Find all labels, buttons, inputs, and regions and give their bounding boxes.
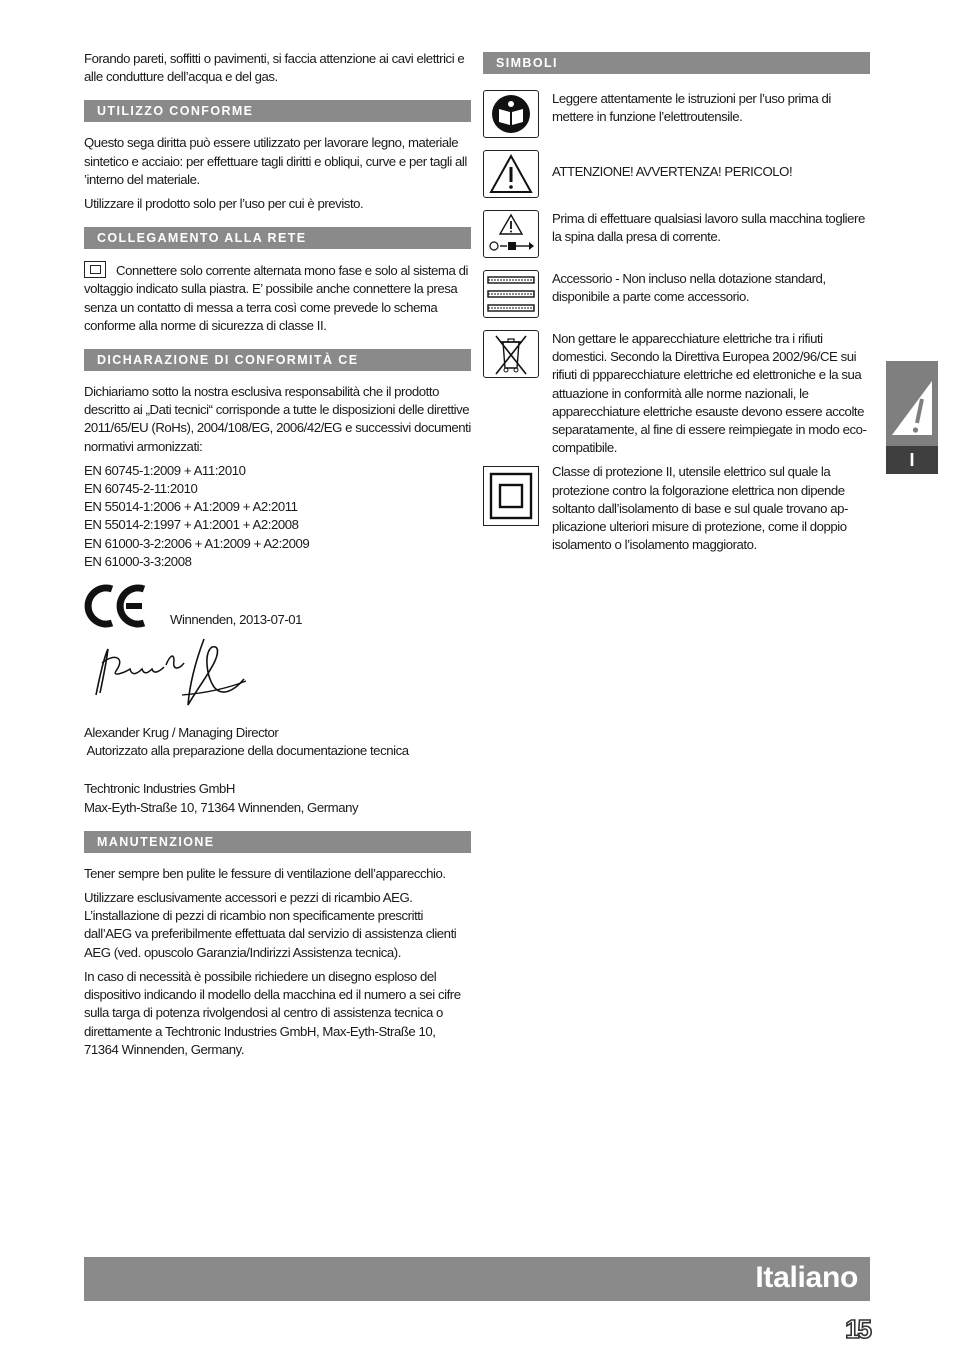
- manutenzione-paragraph-3: In caso di necessità è possibile richiedere un disegno esploso del dispositivo indicando il modello della macchina ed il numero a sei cifre sulla targa di potenza rivolgendosi al centro di assistenza tecnica o direttamente a Techtronic Industries GmbH, Max-Eyth-Straße 10, 71364 Winnenden, Germany.: [84, 968, 461, 1057]
- section-heading-manutenzione: MANUTENZIONE: [84, 831, 471, 853]
- warning-tab-icon: [886, 361, 938, 447]
- unplug-icon: [483, 210, 539, 258]
- symbol-text: Accessorio - Non incluso nella dotazione standard, disponibile a parte come accessorio.: [552, 271, 826, 305]
- left-column: [84, 50, 471, 1065]
- utilizzo-paragraph-2: Utilizzare il prodotto solo per l’uso per cui è previsto.: [84, 196, 364, 212]
- page-number: 15: [845, 1314, 870, 1344]
- collegamento-paragraph: [84, 261, 471, 335]
- ce-mark-icon: [84, 583, 148, 629]
- section-heading-collegamento: COLLEGAMENTO ALLA RETE: [84, 227, 471, 249]
- accessory-blades-icon: [483, 270, 539, 318]
- standard-item: EN 60745-1:2009 + A11:2010: [84, 462, 246, 478]
- standards-list: [84, 462, 471, 571]
- standard-item: EN 61000-3-2:2006 + A1:2009 + A2:2009: [84, 535, 310, 551]
- manutenzione-paragraph-2: Utilizzare esclusivamente accessori e pezzi di ricambio AEG. L’installazione di pezzi di ricambio non specificamente prescritti dall’AEG va preferibilmente effettuata dal servizio di assistenza clienti AEG (ved. opuscolo Garanzia/Indirizzi Assistenza tecnica).: [84, 890, 457, 960]
- read-manual-icon: [483, 90, 539, 138]
- standard-item: EN 55014-1:2006 + A1:2009 + A2:2011: [84, 499, 298, 515]
- right-column: [483, 50, 870, 560]
- intro-paragraph: Forando pareti, soffitti o pavimenti, si faccia attenzione ai cavi elettrici e alle condutture dell’acqua e del gas.: [84, 51, 465, 85]
- footer-language-bar: [84, 1257, 870, 1301]
- class-ii-inline-icon: [84, 261, 106, 278]
- symbol-row: [483, 330, 870, 457]
- symbol-row: [483, 150, 870, 198]
- class-ii-icon: [483, 466, 539, 526]
- language-letter: I: [886, 446, 938, 474]
- symbol-text: Classe di protezione II, utensile elettrico sul quale la protezione contro la folgorazione elettrica non dipende soltanto dall’isolamento di base e sul quale trovano ap-plicazione ulteriori misure di protezione, come il doppio isolamento o l’isolamento maggiorato.: [552, 464, 848, 553]
- standard-item: EN 60745-2-11:2010: [84, 481, 198, 497]
- signer-name: Alexander Krug / Managing Director: [84, 725, 279, 741]
- section-heading-dichiarazione: DICHARAZIONE DI CONFORMITÀ CE: [84, 349, 471, 371]
- standard-item: EN 55014-2:1997 + A1:2001 + A2:2008: [84, 517, 299, 533]
- standard-item: EN 61000-3-3:2008: [84, 553, 192, 569]
- collegamento-text: Connettere solo corrente alternata mono fase e solo al sistema di voltaggio indicato sulla piastra. E’ possibile anche connettere la presa senza un contatto di messa a terra così come prevede lo schema conforme alla norme di sicurezza di classe II.: [84, 263, 468, 333]
- symbol-text: Leggere attentamente le istruzioni per l’uso prima di mettere in funzione l’elettroutensile.: [552, 91, 831, 125]
- symbol-text: ATTENZIONE! AVVERTENZA! PERICOLO!: [552, 164, 793, 179]
- dichiarazione-paragraph: Dichiariamo sotto la nostra esclusiva responsabilità che il prodotto descritto ai „Dati tecnici“ corrisponde a tutte le disposizioni delle direttive 2011/65/EU (RoHs), 2004/108/EG, 2006/42/EG e successivi documenti normativi armonizzati:: [84, 384, 471, 454]
- authorized-note: Autorizzato alla preparazione della documentazione tecnica: [84, 743, 409, 759]
- section-heading-utilizzo: UTILIZZO CONFORME: [84, 100, 471, 122]
- weee-bin-icon: [483, 330, 539, 378]
- company-name: Techtronic Industries GmbH: [84, 781, 236, 797]
- place-date: Winnenden, 2013-07-01: [170, 611, 303, 627]
- utilizzo-paragraph-1: Questo sega diritta può essere utilizzato per lavorare legno, materiale sintetico e acciaio: per effettuare tagli diritti e obliqui, curve e per tagli all ’interno del materiale.: [84, 135, 467, 187]
- symbol-row: [483, 270, 870, 318]
- warning-icon: [483, 150, 539, 198]
- symbol-row: [483, 90, 870, 138]
- signature-image: [86, 635, 256, 715]
- section-heading-simboli: SIMBOLI: [483, 52, 870, 74]
- symbol-text: Prima di effettuare qualsiasi lavoro sulla macchina togliere la spina dalla presa di corrente.: [552, 211, 865, 245]
- symbol-row: [483, 463, 870, 554]
- symbol-row: [483, 210, 870, 258]
- ce-row: [84, 583, 471, 629]
- company-address: Max-Eyth-Straße 10, 71364 Winnenden, Germany: [84, 799, 359, 815]
- signature: [86, 635, 471, 720]
- symbol-text: Non gettare le apparecchiature elettriche tra i rifiuti domestici. Secondo la Direttiva Europea 2002/96/CE sui rifiuti di ppparecchiature elettriche ed elettroniche e la sua attuazione in conformità alle norme nazionali, le apparecchiature elettriche esauste devono essere accolte separatamente, al fine di essere reimpiegate in modo eco-compatibile.: [552, 331, 867, 456]
- manutenzione-paragraph-1: Tener sempre ben pulite le fessure di ventilazione dell’apparecchio.: [84, 865, 446, 881]
- footer-language: Italiano: [755, 1261, 858, 1294]
